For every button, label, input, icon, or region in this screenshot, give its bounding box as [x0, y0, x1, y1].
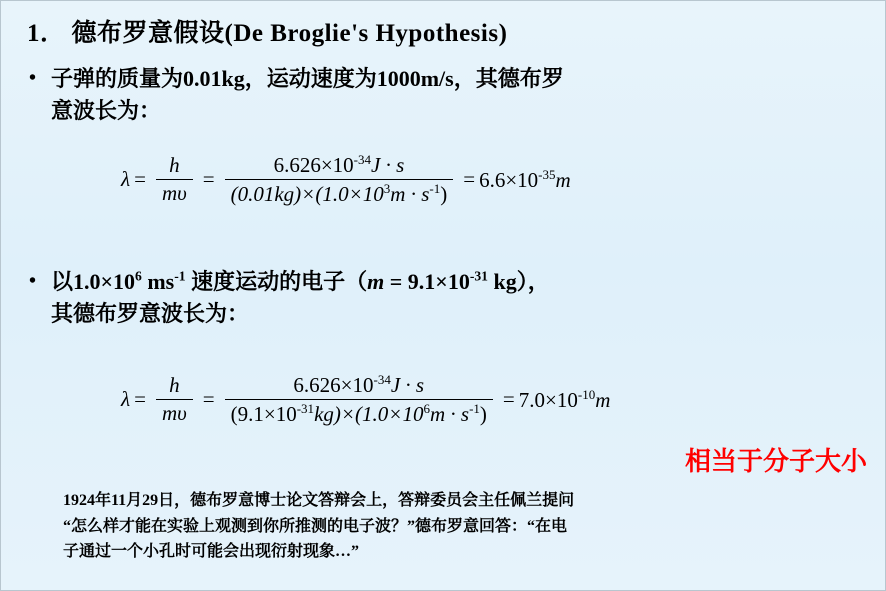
equation-1-eq-2: =	[202, 167, 215, 191]
eq2-den-mid: kg)×(1.0×10	[314, 402, 424, 426]
red-annotation: 相当于分子大小	[684, 447, 867, 476]
footnote-block	[63, 488, 863, 565]
b2-e: kg），	[488, 269, 550, 294]
page-title	[27, 13, 507, 49]
equation-2-result	[519, 387, 611, 413]
b2-sup2: -1	[174, 268, 186, 284]
bullet-text-2	[51, 266, 550, 330]
title-number: 1．	[27, 20, 66, 47]
b2-sup1: 6	[135, 268, 142, 284]
eq1-den-a: (0.01kg)×(1.0×10	[230, 182, 384, 206]
equation-2-eq-2: =	[202, 387, 215, 411]
b2-m: m	[367, 269, 385, 294]
bullet-2-line-1	[51, 269, 550, 294]
equation-1-eq-1: =	[134, 167, 146, 191]
equation-2-lambda: λ	[121, 387, 131, 411]
equation-2-eq-3: =	[502, 387, 515, 411]
bullet-item-1	[29, 63, 564, 127]
equation-1-frac2-numerator	[268, 151, 411, 179]
eq1-num-unit: J · s	[371, 153, 405, 177]
equation-2-fraction-1	[156, 372, 193, 427]
footnote-line-3: 子通过一个小孔时可能会出现衍射现象…”	[63, 543, 360, 561]
eq2-num-exponent: -34	[373, 372, 391, 387]
equation-2-frac1-denominator: mυ	[161, 401, 187, 425]
equation-2-fraction-2	[225, 371, 493, 428]
eq2-num-unit: J · s	[390, 373, 425, 397]
eq1-num-exponent: -34	[353, 152, 372, 167]
eq2-den-a: (9.1×10	[230, 402, 297, 426]
equation-1-frac1-numerator: h	[169, 153, 180, 177]
eq2-num-value: 6.626×10	[293, 373, 374, 397]
b2-sup3: -31	[469, 268, 488, 284]
title-text-cn: 德布罗意假设	[71, 20, 225, 47]
equation-1-eq-3: =	[463, 167, 476, 191]
b2-d: = 9.1×10	[384, 269, 470, 294]
b2-b: ms	[141, 269, 175, 294]
equation-1-result	[479, 167, 571, 193]
eq2-den-sup1: -31	[296, 401, 315, 416]
eq2-result-exponent: -10	[577, 386, 596, 402]
equation-1	[121, 151, 571, 208]
footnote-line-2: “怎么样才能在实验上观测到你所推测的电子波？”德布罗意回答：“在电	[63, 517, 568, 535]
eq1-den-tail: )	[440, 182, 448, 206]
bullet-2-line-2: 其德布罗意波长为：	[51, 300, 250, 326]
eq2-den-sup3: -1	[469, 401, 480, 416]
bullet-1-line-1: 子弹的质量为0.01kg，运动速度为1000m/s，其德布罗	[51, 66, 564, 91]
eq1-result-exponent: -35	[538, 166, 556, 182]
equation-1-lambda: λ	[121, 167, 131, 191]
eq1-den-sup2: -1	[429, 181, 441, 196]
eq1-den-unit: m · s	[390, 182, 430, 206]
eq2-result-unit: m	[595, 387, 611, 412]
eq2-den-unit: m · s	[429, 402, 470, 426]
equation-2-eq-1: =	[134, 387, 146, 411]
bullet-1-line-2: 意波长为：	[51, 97, 162, 123]
eq2-result-value: 7.0×10	[518, 387, 578, 412]
equation-2	[121, 371, 610, 428]
eq2-den-sup2: 6	[423, 401, 430, 416]
footnote-line-1: 1924年11月29日，德布罗意博士论文答辩会上，答辩委员会主任佩兰提问	[63, 492, 575, 509]
b2-c: 速度运动的电子（	[185, 269, 368, 294]
equation-2-frac2-denominator	[225, 400, 493, 428]
title-text-en: (De Broglie's Hypothesis)	[224, 20, 508, 47]
bullet-item-2	[29, 266, 550, 330]
equation-2-frac1-numerator: h	[169, 373, 180, 397]
equation-1-frac2-denominator	[225, 180, 454, 208]
equation-1-fraction-1	[156, 152, 193, 207]
equation-1-fraction-2	[225, 151, 454, 208]
bullet-marker: •	[29, 67, 37, 89]
eq1-num-value: 6.626×10	[273, 153, 354, 177]
bullet-text-1	[51, 63, 564, 127]
eq1-result-value: 6.6×10	[479, 167, 539, 192]
b2-a: 以1.0×10	[51, 269, 136, 294]
bullet-marker: •	[29, 270, 37, 292]
eq1-result-unit: m	[555, 167, 571, 192]
eq1-den-sup1: 3	[383, 181, 391, 196]
equation-2-frac2-numerator	[287, 371, 430, 399]
equation-1-frac1-denominator: mυ	[161, 181, 187, 205]
eq2-den-tail: )	[479, 402, 487, 426]
